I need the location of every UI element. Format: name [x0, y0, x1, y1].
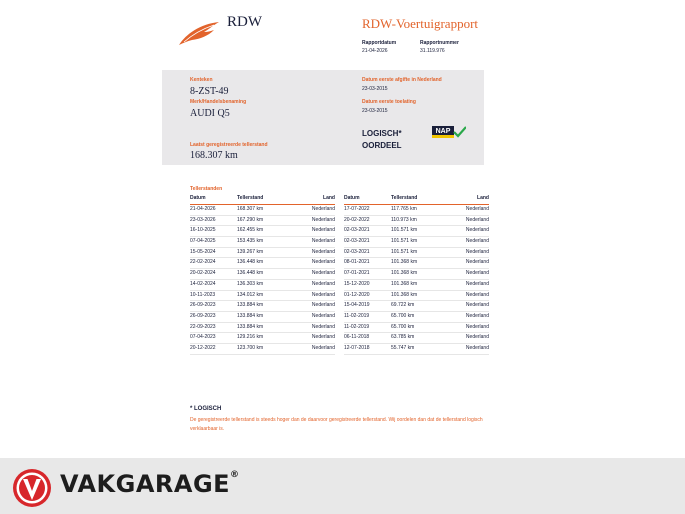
row-odometer: 136.448 km	[237, 270, 264, 277]
first-use-value: 23-03-2015	[362, 108, 388, 114]
row-country: Nederland	[465, 238, 489, 245]
table-row	[344, 323, 489, 334]
row-odometer: 129.216 km	[237, 334, 264, 341]
row-country: Nederland	[465, 280, 489, 287]
row-date: 26-09-2023	[190, 312, 216, 319]
row-country: Nederland	[311, 280, 335, 287]
row-country: Nederland	[311, 206, 335, 212]
row-odometer: 134.012 km	[237, 291, 264, 298]
column-header-odometer: Tellerstand	[391, 195, 418, 201]
verdict-line1: LOGISCH*	[362, 129, 402, 138]
column-header-country: Land	[323, 195, 335, 201]
row-odometer: 63.785 km	[391, 334, 415, 341]
table-row	[344, 312, 489, 323]
row-odometer: 55.747 km	[391, 344, 415, 351]
row-odometer: 101.368 km	[391, 280, 418, 287]
row-date: 08-01-2021	[344, 259, 370, 266]
row-date: 16-10-2025	[190, 227, 216, 234]
table-row	[344, 237, 489, 248]
report-title: RDW-Voertuigrapport	[362, 16, 479, 31]
row-country: Nederland	[465, 248, 489, 255]
row-odometer: 167.290 km	[237, 216, 264, 223]
first-use-label: Datum eerste toelating	[362, 99, 416, 105]
table-header	[344, 195, 489, 205]
row-odometer: 136.303 km	[237, 280, 264, 287]
table-row	[344, 301, 489, 312]
table-row	[344, 333, 489, 344]
row-odometer: 101.368 km	[391, 259, 418, 266]
row-date: 15-12-2020	[344, 280, 370, 287]
row-country: Nederland	[311, 323, 335, 330]
plate-value: 8-ZST-49	[190, 86, 229, 97]
row-odometer: 65.700 km	[391, 312, 415, 319]
report-number: 31.119.976	[420, 48, 445, 54]
odometer-value: 168.307 km	[190, 150, 238, 161]
table-row	[190, 248, 335, 259]
row-date: 07-04-2025	[190, 238, 216, 245]
column-header-date: Datum	[190, 195, 206, 201]
table-row	[190, 312, 335, 323]
row-date: 20-02-2022	[344, 216, 370, 223]
table-row	[344, 226, 489, 237]
row-odometer: 133.884 km	[237, 302, 264, 309]
report-number-label: Rapportnummer	[420, 40, 459, 46]
table-row	[190, 269, 335, 280]
row-country: Nederland	[311, 270, 335, 277]
row-country: Nederland	[465, 302, 489, 309]
row-country: Nederland	[465, 216, 489, 223]
row-country: Nederland	[311, 334, 335, 341]
row-date: 20-02-2024	[190, 270, 216, 277]
brand-name: RDW	[227, 14, 262, 30]
row-country: Nederland	[465, 206, 489, 212]
row-date: 15-05-2024	[190, 248, 216, 255]
table-row	[190, 258, 335, 269]
table-row	[344, 280, 489, 291]
row-odometer: 136.448 km	[237, 259, 264, 266]
row-country: Nederland	[465, 344, 489, 351]
row-odometer: 133.884 km	[237, 323, 264, 330]
row-country: Nederland	[465, 227, 489, 234]
row-date: 02-03-2021	[344, 227, 370, 234]
row-date: 01-12-2020	[344, 291, 370, 298]
row-date: 22-09-2023	[190, 323, 216, 330]
report-number-block	[420, 39, 459, 55]
odometer-table-right	[344, 195, 489, 355]
row-date: 02-03-2021	[344, 248, 370, 255]
row-odometer: 69.722 km	[391, 302, 415, 309]
row-date: 07-01-2021	[344, 270, 370, 277]
first-admission-label: Datum eerste afgifte in Nederland	[362, 77, 442, 83]
row-country: Nederland	[465, 270, 489, 277]
row-country: Nederland	[311, 238, 335, 245]
report-date-label: Rapportdatum	[362, 40, 397, 46]
column-header-odometer: Tellerstand	[237, 195, 264, 201]
row-odometer: 117.765 km	[391, 206, 417, 212]
row-country: Nederland	[465, 334, 489, 341]
table-row	[344, 269, 489, 280]
row-date: 10-11-2023	[190, 291, 216, 298]
odometer-table-left	[190, 195, 335, 355]
nap-badge-icon	[432, 126, 466, 138]
odometer-label: Laatst geregistreerde tellerstand	[190, 142, 268, 148]
column-header-date: Datum	[344, 195, 360, 201]
registered-mark: ®	[230, 470, 240, 480]
row-odometer: 65.700 km	[391, 323, 415, 330]
verdict-line2: OORDEEL	[362, 141, 402, 150]
row-country: Nederland	[311, 344, 335, 351]
row-date: 07-04-2023	[190, 334, 216, 341]
row-odometer: 168.307 km	[237, 206, 264, 212]
column-header-country: Land	[477, 195, 489, 201]
row-odometer: 133.884 km	[237, 312, 264, 319]
row-date: 21-04-2026	[190, 206, 216, 212]
row-country: Nederland	[311, 248, 335, 255]
nap-label: NAP	[435, 128, 451, 135]
row-odometer: 101.368 km	[391, 291, 418, 298]
make-value: AUDI Q5	[190, 108, 230, 119]
row-country: Nederland	[465, 312, 489, 319]
row-date: 22-02-2024	[190, 259, 216, 266]
table-row	[190, 344, 335, 355]
table-row	[190, 216, 335, 227]
table-row	[344, 291, 489, 302]
row-date: 11-02-2019	[344, 323, 370, 330]
row-date: 23-03-2026	[190, 216, 216, 223]
vakgarage-shield-icon	[10, 468, 54, 508]
row-odometer: 110.973 km	[391, 216, 417, 223]
table-row	[190, 205, 335, 216]
footnote-text: De geregistreerde tellerstand is steeds hoger dan de daarvoor geregistreerde tellerstand. Wij oordelen dan dat de tellerstand logisch verklaarbaar is.	[190, 417, 483, 432]
rdw-logo-icon	[178, 20, 220, 46]
row-date: 17-07-2022	[344, 206, 370, 212]
make-label: Merk/Handelsbenaming	[190, 99, 247, 105]
row-country: Nederland	[465, 291, 489, 298]
row-country: Nederland	[311, 291, 335, 298]
row-date: 12-07-2018	[344, 344, 370, 351]
table-row	[344, 205, 489, 216]
table-row	[190, 301, 335, 312]
table-row	[344, 344, 489, 355]
row-date: 11-02-2019	[344, 312, 370, 319]
row-odometer: 123.700 km	[237, 344, 264, 351]
row-country: Nederland	[465, 259, 489, 266]
row-date: 15-04-2019	[344, 302, 370, 309]
row-country: Nederland	[311, 216, 335, 223]
odometer-table-title: Tellerstanden	[190, 186, 223, 192]
table-row	[190, 280, 335, 291]
row-country: Nederland	[311, 302, 335, 309]
table-row	[190, 333, 335, 344]
row-country: Nederland	[465, 323, 489, 330]
verdict	[362, 128, 402, 152]
row-date: 02-03-2021	[344, 238, 370, 245]
table-row	[344, 216, 489, 227]
vakgarage-brand	[60, 470, 240, 498]
row-country: Nederland	[311, 259, 335, 266]
table-row	[190, 226, 335, 237]
table-row	[344, 248, 489, 259]
table-row	[344, 258, 489, 269]
report-date: 21-04-2026	[362, 48, 388, 54]
report-date-block	[362, 39, 396, 55]
plate-label: Kenteken	[190, 77, 213, 83]
row-odometer: 139.267 km	[237, 248, 264, 255]
row-odometer: 101.571 km	[391, 227, 418, 234]
vakgarage-name: VAKGARAGE	[60, 470, 231, 498]
row-odometer: 101.571 km	[391, 238, 418, 245]
row-date: 06-11-2018	[344, 334, 370, 341]
row-odometer: 153.435 km	[237, 238, 264, 245]
row-odometer: 162.455 km	[237, 227, 264, 234]
table-row	[190, 237, 335, 248]
first-admission-value: 23-03-2015	[362, 86, 388, 92]
row-country: Nederland	[311, 312, 335, 319]
row-country: Nederland	[311, 227, 335, 234]
row-date: 14-02-2024	[190, 280, 216, 287]
row-odometer: 101.571 km	[391, 248, 418, 255]
table-row	[190, 291, 335, 302]
row-odometer: 101.368 km	[391, 270, 418, 277]
row-date: 26-09-2023	[190, 302, 216, 309]
footnote-title: * LOGISCH	[190, 406, 222, 412]
table-header	[190, 195, 335, 205]
table-row	[190, 323, 335, 334]
row-date: 20-12-2022	[190, 344, 216, 351]
